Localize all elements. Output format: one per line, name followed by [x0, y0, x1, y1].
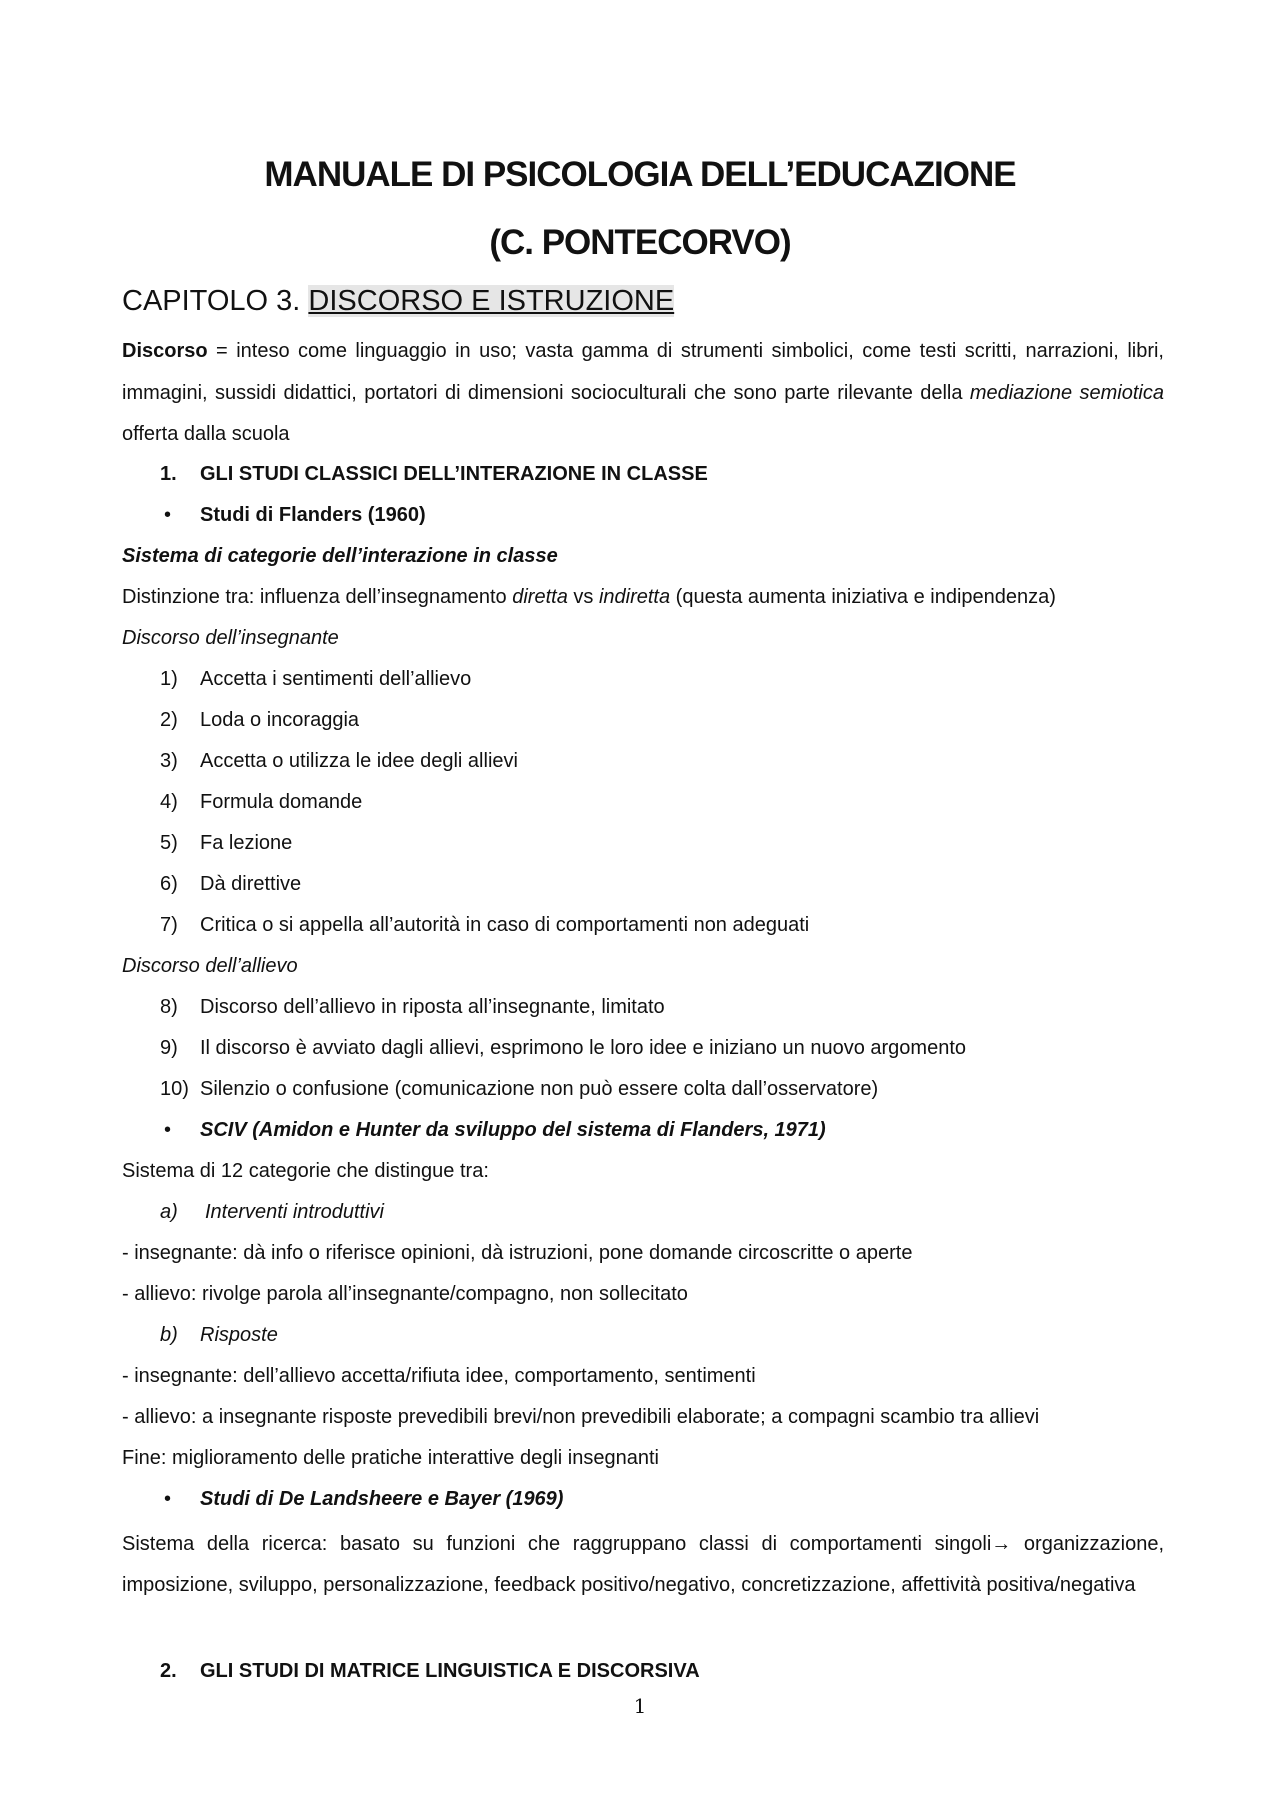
intro-line-1 — [122, 340, 1164, 363]
dist-vs: vs — [567, 586, 599, 608]
list-item-number: 1) — [160, 668, 178, 690]
sciv-a-line: - allievo: rivolge parola all’insegnante/compagno, non sollecitato — [122, 1283, 688, 1305]
sciv-intro: Sistema di 12 categorie che distingue tra: — [122, 1160, 489, 1182]
intro-line-3: offerta dalla scuola — [122, 423, 290, 445]
list-item-number: 2) — [160, 709, 178, 731]
chapter-heading — [122, 285, 674, 318]
landsheere-line-1: Sistema della ricerca: basato su funzioni che raggruppano classi di comportamenti singoli→ organizzazione, — [122, 1533, 1164, 1555]
list-item: Dà direttive — [200, 873, 302, 895]
intro-italic-term: mediazione semiotica — [969, 382, 1164, 404]
teacher-heading: Discorso dell’insegnante — [122, 627, 339, 649]
landsheere-line-2: imposizione, sviluppo, personalizzazione, feedback positivo/negativo, concretizzazione, affettività positiva/negativa — [122, 1574, 1136, 1596]
list-item-number: 10) — [160, 1078, 189, 1100]
list-item: Accetta o utilizza le idee degli allievi — [200, 750, 518, 772]
student-heading: Discorso dell’allievo — [122, 955, 298, 977]
sciv-heading: SCIV (Amidon e Hunter da sviluppo del sistema di Flanders, 1971) — [200, 1119, 826, 1141]
list-item-number: 3) — [160, 750, 178, 772]
chapter-prefix: CAPITOLO 3. — [122, 285, 309, 317]
dist-post: (questa aumenta iniziativa e indipendenza) — [670, 586, 1056, 608]
intro-line1-rest: = inteso come linguaggio in uso; vasta gamma di strumenti simbolici, come testi scritti, narrazioni, libri, — [207, 340, 1164, 362]
dist-text: Distinzione tra: influenza dell’insegnamento — [122, 586, 513, 608]
document-title: MANUALE DI PSICOLOGIA DELL’EDUCAZIONE — [264, 155, 1016, 194]
dist-diretta: diretta — [512, 586, 568, 608]
bullet-icon: • — [164, 1119, 172, 1141]
list-item: Loda o incoraggia — [200, 709, 360, 731]
landsheere-heading: Studi di De Landsheere e Bayer (1969) — [200, 1488, 564, 1510]
flanders-distinction — [122, 586, 1056, 609]
sciv-a-label: a) — [160, 1201, 178, 1223]
sciv-b-line: - allievo: a insegnante risposte prevedibili brevi/non prevedibili elaborate; a compagni scambio tra allievi — [122, 1406, 1040, 1428]
intro-line2-text: immagini, sussidi didattici, portatori di dimensioni socioculturali che sono parte rilevante della — [122, 382, 970, 404]
sciv-b-line: - insegnante: dell’allievo accetta/rifiuta idee, comportamento, sentimenti — [122, 1365, 756, 1387]
sciv-a-line: - insegnante: dà info o riferisce opinioni, dà istruzioni, pone domande circoscritte o aperte — [122, 1242, 913, 1264]
sciv-b-text: Risposte — [200, 1324, 278, 1346]
list-item: Discorso dell’allievo in riposta all’insegnante, limitato — [200, 996, 665, 1018]
bullet-icon: • — [164, 1488, 172, 1510]
list-item-number: 6) — [160, 873, 178, 895]
sciv-a-text: Interventi introduttivi — [205, 1201, 384, 1223]
list-item-number: 7) — [160, 914, 178, 936]
section1-title: GLI STUDI CLASSICI DELL’INTERAZIONE IN CLASSE — [200, 463, 708, 485]
list-item-number: 9) — [160, 1037, 178, 1059]
list-item: Fa lezione — [200, 832, 293, 854]
list-item-number: 4) — [160, 791, 178, 813]
document-subtitle: (C. PONTECORVO) — [489, 223, 791, 262]
list-item-number: 5) — [160, 832, 178, 854]
list-item: Il discorso è avviato dagli allievi, esprimono le loro idee e iniziano un nuovo argomento — [200, 1037, 966, 1059]
flanders-heading: Studi di Flanders (1960) — [200, 504, 426, 526]
list-item: Accetta i sentimenti dell’allievo — [200, 668, 472, 690]
intro-line-2 — [122, 382, 1164, 405]
sciv-b-label: b) — [160, 1324, 178, 1346]
sciv-fine: Fine: miglioramento delle pratiche interattive degli insegnanti — [122, 1447, 659, 1469]
flanders-system: Sistema di categorie dell’interazione in classe — [122, 545, 558, 567]
section2-title: GLI STUDI DI MATRICE LINGUISTICA E DISCORSIVA — [200, 1660, 700, 1682]
intro-term: Discorso — [122, 340, 208, 362]
chapter-name: DISCORSO E ISTRUZIONE — [308, 285, 675, 317]
list-item: Silenzio o confusione (comunicazione non può essere colta dall’osservatore) — [200, 1078, 879, 1100]
section2-number: 2. — [160, 1660, 177, 1682]
bullet-icon: • — [164, 504, 172, 526]
list-item: Critica o si appella all’autorità in caso di comportamenti non adeguati — [200, 914, 810, 936]
list-item-number: 8) — [160, 996, 178, 1018]
section1-number: 1. — [160, 463, 177, 485]
list-item: Formula domande — [200, 791, 363, 813]
dist-indiretta: indiretta — [598, 586, 671, 608]
page-number: 1 — [633, 1694, 647, 1718]
